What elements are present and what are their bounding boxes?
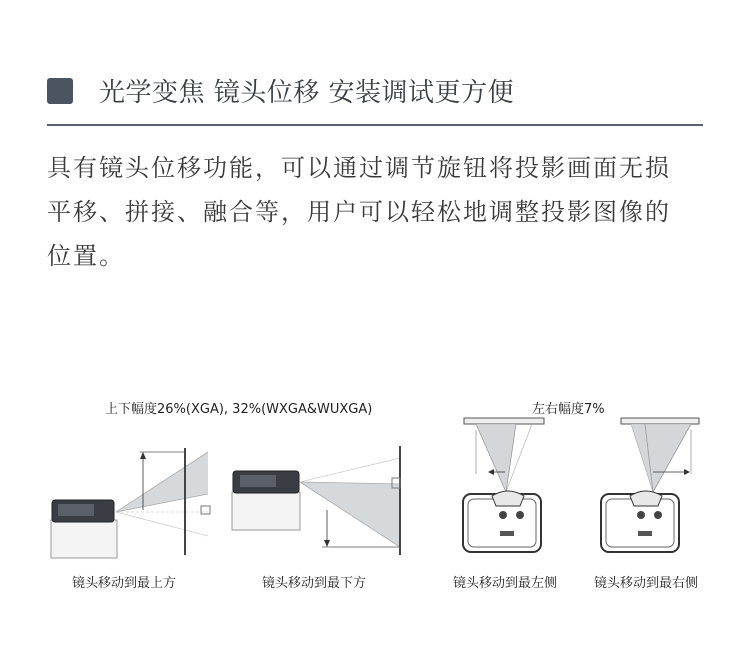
label-lens-left: 镜头移动到最左侧 (453, 576, 558, 591)
figure-lens-right (601, 418, 699, 552)
label-lens-bottom: 镜头移动到最下方 (262, 576, 367, 591)
header-divider (47, 124, 703, 126)
header-bullet-square (47, 78, 73, 104)
stand-box (51, 520, 117, 558)
lens-knob (516, 511, 524, 519)
vertical-shift-caption: 上下幅度26%(XGA), 32%(WXGA&WUXGA) (105, 402, 373, 417)
ceiling-bar (621, 418, 699, 424)
description-line-3: 位置。 (47, 242, 125, 270)
stand-box (232, 492, 300, 530)
description-line-2: 平移、拼接、融合等，用户可以轻松地调整投影图像的 (47, 198, 671, 226)
lens-knob (654, 511, 662, 519)
figure-lens-top (51, 448, 210, 558)
section-header (47, 72, 514, 109)
description-line-1: 具有镜头位移功能，可以通过调节旋钮将投影画面无损 (47, 154, 671, 182)
description-paragraph (47, 146, 707, 278)
lens-knob (637, 511, 645, 519)
figure-lens-left (463, 418, 544, 552)
lens-knob (499, 511, 507, 519)
horizontal-shift-caption: 左右幅度7% (532, 402, 605, 417)
label-lens-right: 镜头移动到最右侧 (594, 576, 699, 591)
ceiling-bar (464, 418, 544, 424)
label-lens-top: 镜头移动到最上方 (72, 576, 177, 591)
projection-beam (631, 424, 691, 492)
section-title: 光学变焦 镜头位移 安装调试更方便 (99, 78, 515, 108)
figure-lens-bottom (232, 446, 400, 555)
